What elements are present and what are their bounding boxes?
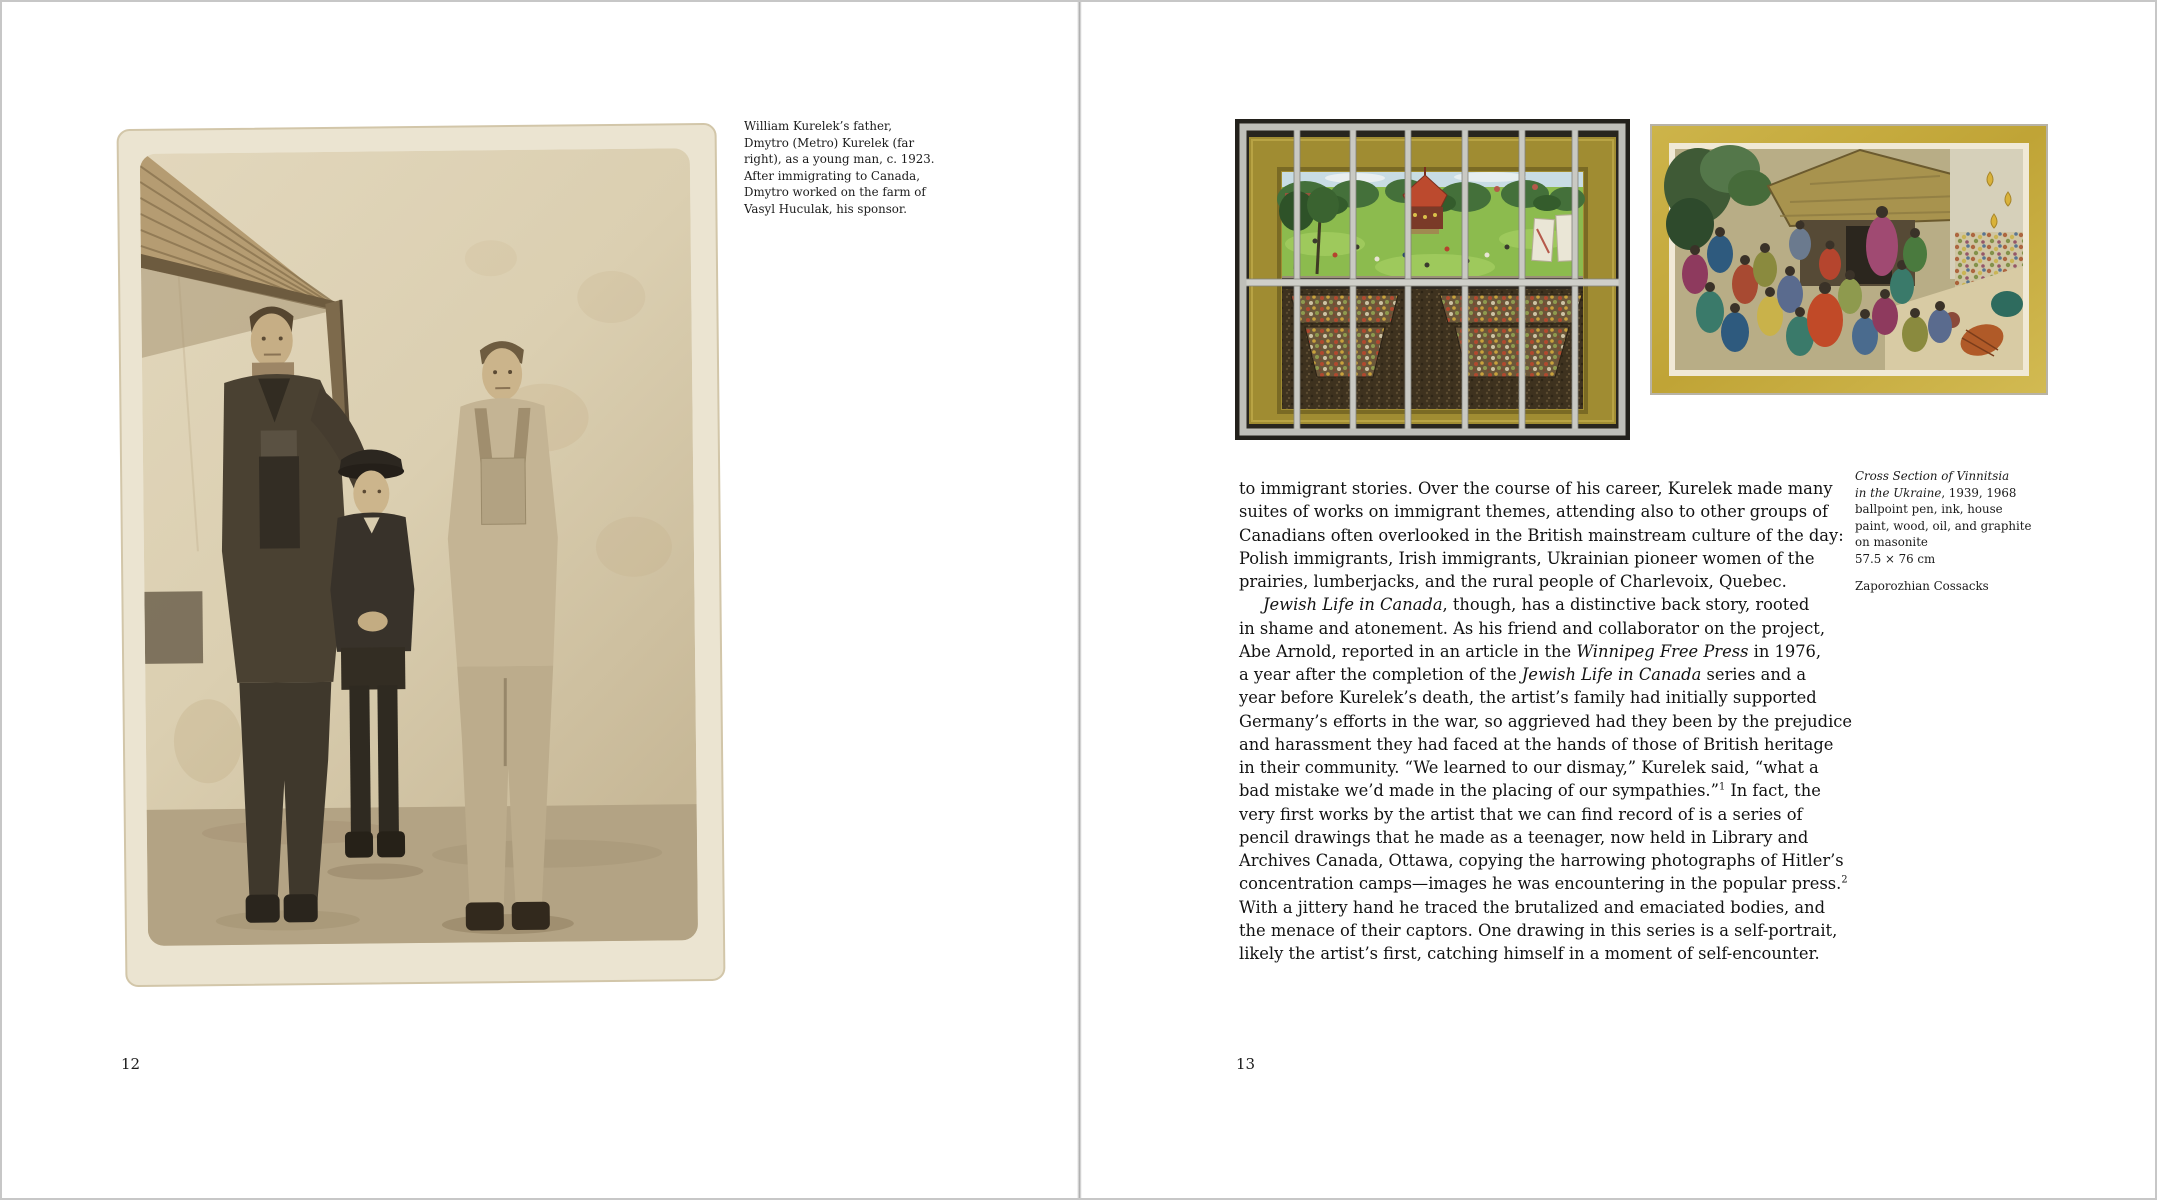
sepia-photo-image [114,119,726,992]
page-gutter [1077,2,1082,1198]
photo-caption: William Kurelek’s father, Dmytro (Metro) Kurelek (far right), as a young man, c. 1923. After immigrating to Canada, Dmytro worked on the farm of Vasyl Huculak, his sponsor. [744,119,935,216]
page-number-right: 13 [1236,1055,1256,1073]
photo-dmytro-kurelek [114,119,726,992]
artwork-cross-section-vinnitsia [1235,119,1630,440]
cossacks-artwork-image [1650,124,2048,395]
artwork-caption: Cross Section of Vinnitsia in the Ukraine, 1939, 1968 ballpoint pen, ink, house paint, wood, oil, and graphite on masonite 57.5 × 76 cm Zaporozhian Cossacks [1855,469,2032,593]
body-text: to immigrant stories. Over the course of his career, Kurelek made many suites of works on immigrant themes, attending also to other groups of Canadians often overlooked in the British mainstream culture of the day: Polish immigrants, Irish immigrants, Ukrainian pioneer women of the prairies, lumberjacks, and the rural people of Charlevoix, Quebec. Jewish Life in Canada, though, has a distinctive back story, rooted in shame and atonement. As his friend and collaborator on the project, Abe Arnold, reported in an article in the Winnipeg Free Press in 1976, a year after the completion of the Jewish Life in Canada series and a year before Kurelek’s death, the artist’s family had initially supported Germany’s efforts in the war, so aggrieved had they been by the prejudice and harassment they had faced at the hands of those of British heritage in their community. “We learned to our dismay,” Kurelek said, “what a bad mistake we’d made in the placing of our sympathies.”$^1$ In fact, the very first works by the artist that we can find record of is a series of pencil drawings that he made as a teenager, now held in Library and Archives Canada, Ottawa, copying the harrowing photographs of Hitler’s concentration camps—images he was encountering in the popular press.$^2$ With a jittery hand he traced the brutalized and emaciated bodies, and the menace of their captors. One drawing in this series is a self-portrait, likely the artist’s first, catching himself in a moment of self-encounter. [1239,479,1853,963]
page-number-left: 12 [121,1055,141,1073]
artwork-zaporozhian-cossacks [1650,124,2048,395]
vinnitsia-artwork-image [1235,119,1630,440]
